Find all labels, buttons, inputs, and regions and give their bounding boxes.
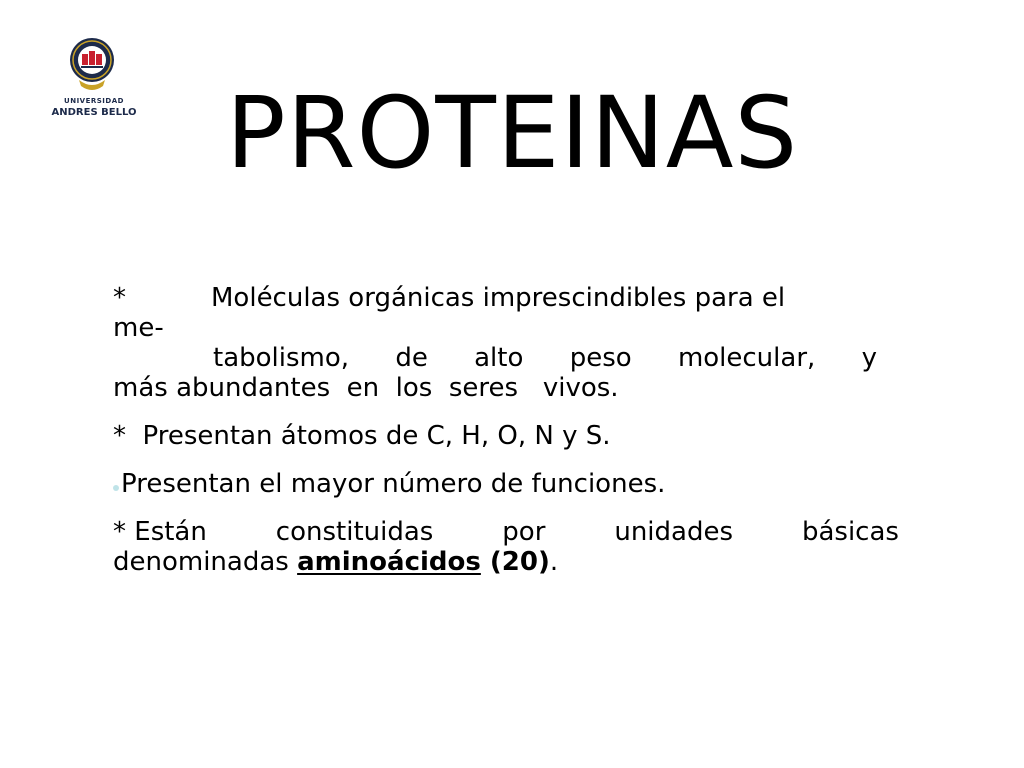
slide-title: PROTEINAS (226, 76, 799, 191)
aminoacidos-term: aminoácidos (297, 547, 481, 577)
bullet-1-star: * (113, 283, 126, 313)
bullet-1-word: tabolismo, (213, 343, 350, 373)
university-logo (48, 34, 140, 124)
bullet-1-text-line-1: Moléculas orgánicas imprescindibles para el (211, 283, 786, 313)
bullet-4-word: básicas (801, 517, 899, 547)
bullet-dot-icon (113, 485, 119, 491)
bullet-list (113, 283, 899, 577)
bullet-4-text: denominadas (113, 547, 298, 577)
aminoacid-count: (20) (480, 547, 550, 577)
university-seal-icon (69, 34, 115, 94)
bullet-4-word: * Están (113, 517, 207, 547)
bullet-4-line-2 (113, 547, 899, 577)
bullet-4-word: por (502, 517, 546, 547)
bullet-1-word: alto (474, 343, 524, 373)
logo-text-line1: UNIVERSIDAD (64, 97, 124, 105)
bullet-1-line-4: más abundantes en los seres vivos. (113, 373, 619, 403)
bullet-1 (113, 283, 899, 403)
bullet-1-line-1 (113, 283, 899, 313)
bullet-2: * Presentan átomos de C, H, O, N y S. (113, 421, 611, 451)
bullet-3-text: Presentan el mayor número de funciones. (121, 469, 666, 499)
bullet-1-line-3 (113, 343, 877, 373)
bullet-1-line-2: me- (113, 313, 164, 343)
bullet-1-word: de (395, 343, 428, 373)
bullet-3 (113, 469, 899, 499)
bullet-4-word: constituidas (275, 517, 434, 547)
period: . (549, 547, 559, 577)
bullet-1-word: y (861, 343, 877, 373)
bullet-4-line-1 (113, 517, 899, 547)
bullet-1-word: peso (569, 343, 632, 373)
bullet-1-word: molecular, (677, 343, 816, 373)
bullet-4 (113, 517, 899, 577)
logo-text-line2: ANDRES BELLO (51, 107, 137, 118)
bullet-4-word: unidades (614, 517, 734, 547)
